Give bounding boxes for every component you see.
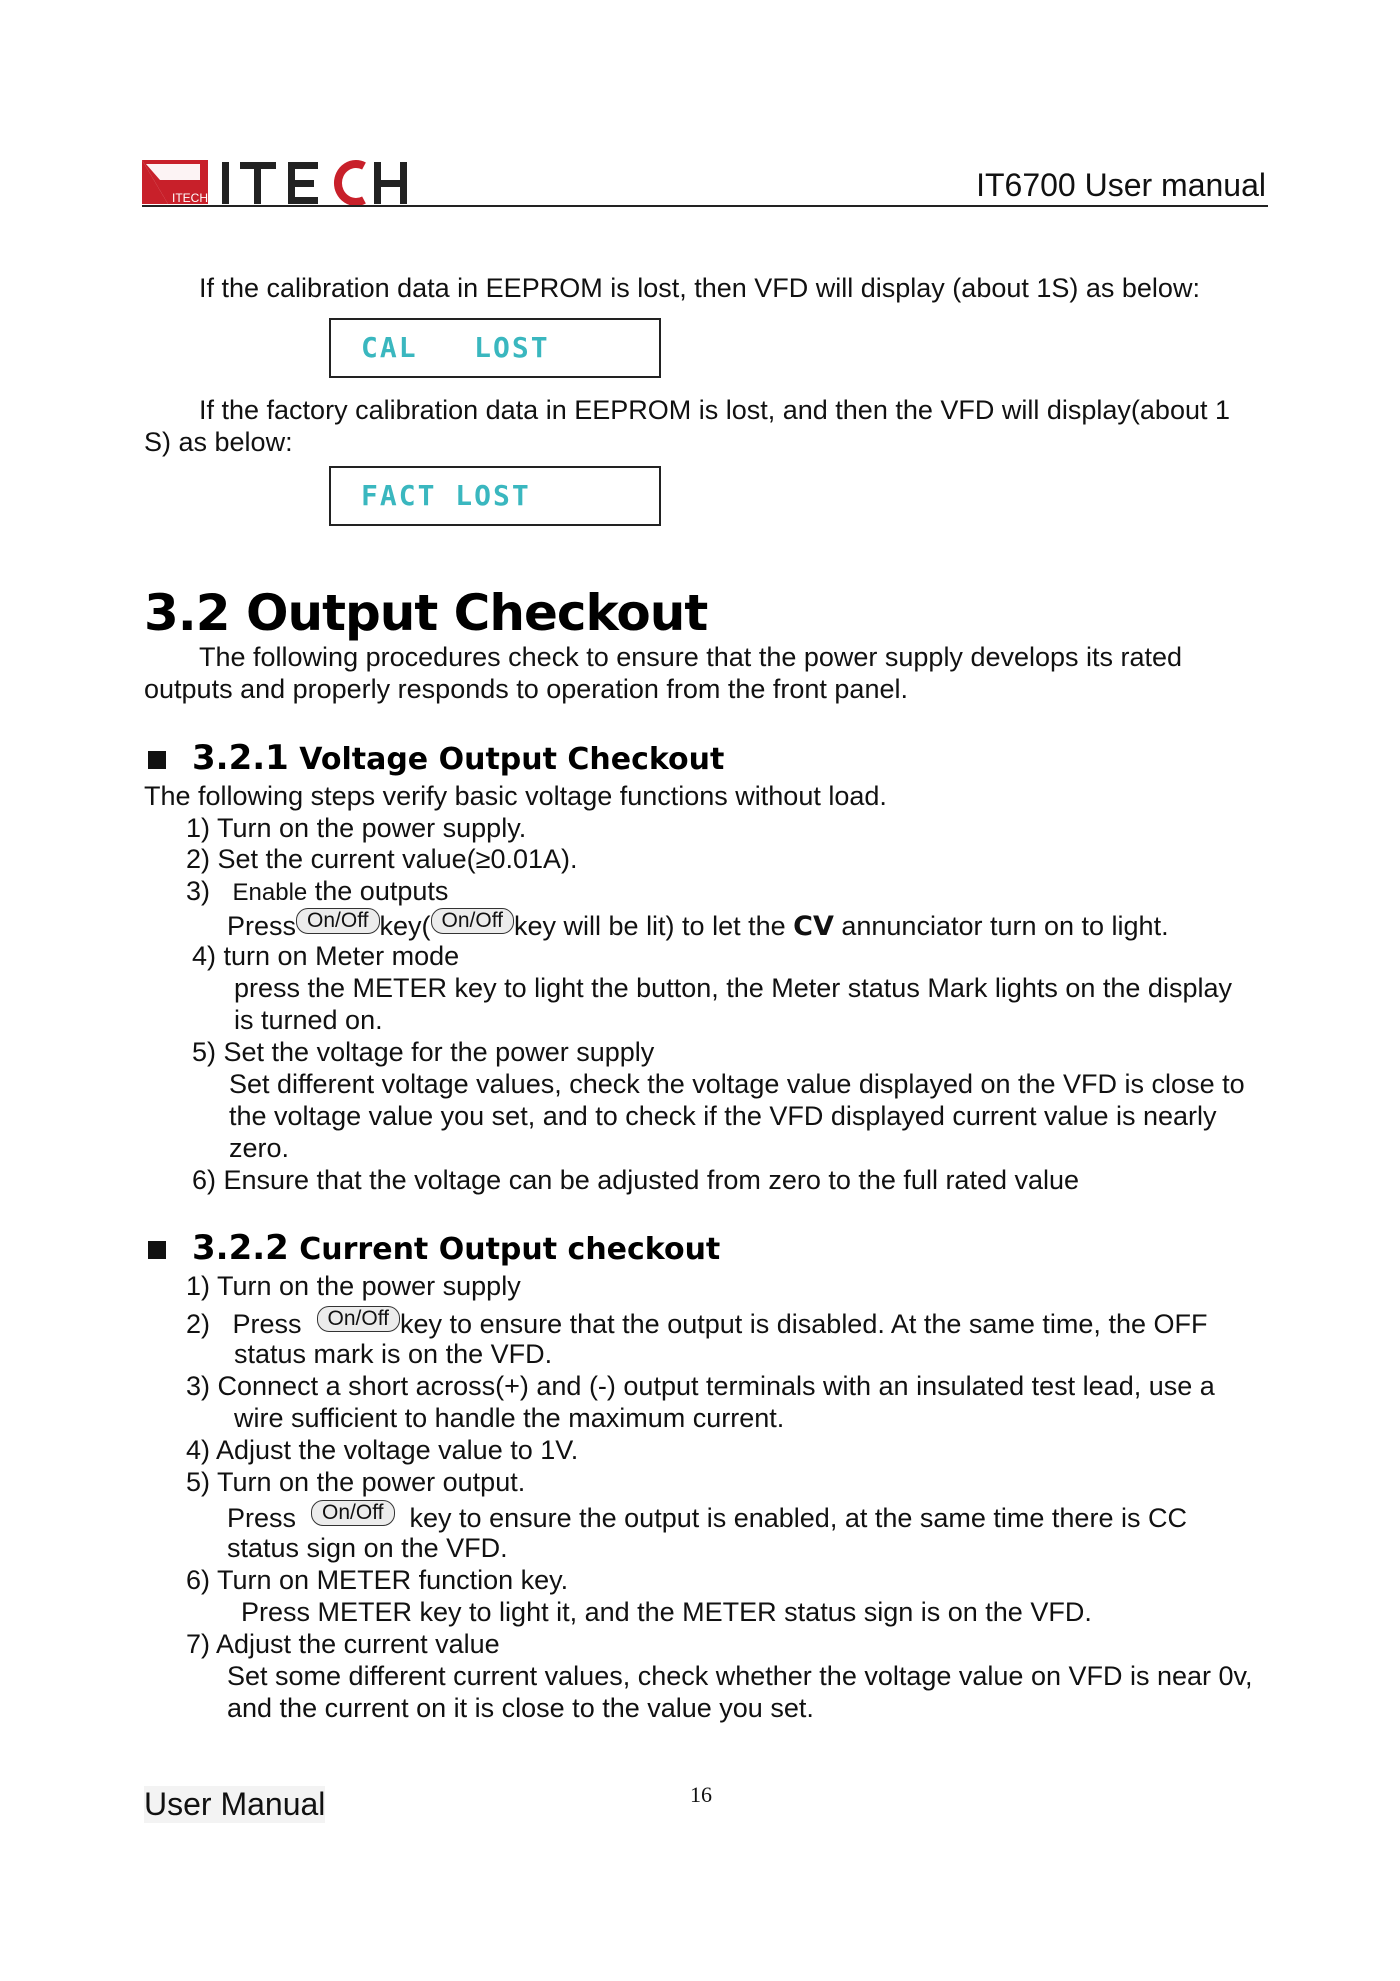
section-title: 3.2 Output Checkout [144, 584, 708, 642]
voltage-step-3-detail [227, 908, 1169, 943]
key-text: key( [379, 911, 431, 941]
current-step-5: 5) Turn on the power output. [186, 1467, 526, 1497]
vfd-display-fact-lost [329, 466, 661, 526]
current-step-2b: status mark is on the VFD. [234, 1339, 553, 1369]
current-step-3a: 3) Connect a short across(+) and (-) output terminals with an insulated test lead, use a [186, 1371, 1215, 1401]
vfd-text: FACT LOST [361, 479, 531, 512]
current-step-6a: Press METER key to light it, and the METER status sign is on the VFD. [241, 1597, 1092, 1627]
page-number: 16 [690, 1782, 712, 1807]
on-off-key: On/Off [431, 908, 514, 934]
vfd-text: CAL LOST [361, 331, 550, 364]
voltage-step-5c: zero. [229, 1133, 290, 1163]
header-divider [142, 205, 1268, 207]
step-enable-word: Enable [232, 879, 308, 906]
voltage-step-5b: the voltage value you set, and to check if the VFD displayed current value is nearly [229, 1101, 1217, 1131]
voltage-step-3 [186, 875, 448, 909]
voltage-step-1: 1) Turn on the power supply. [186, 813, 527, 843]
voltage-step-2: 2) Set the current value(≥0.01A). [186, 844, 578, 874]
bullet-square [148, 1241, 166, 1259]
section-desc-a: The following procedures check to ensure that the power supply develops its rated [199, 642, 1183, 672]
bullet-square [148, 751, 166, 769]
subsection-voltage-heading [192, 738, 724, 778]
intro-line-2b: S) as below: [144, 427, 293, 457]
press-text: Press [227, 911, 297, 941]
step-number: 3) [186, 876, 211, 906]
subsection-current-heading [192, 1228, 720, 1268]
section-desc-b: outputs and properly responds to operation from the front panel. [144, 674, 908, 704]
subsection-title: Current Output checkout [299, 1232, 721, 1267]
footer-label: User Manual [144, 1786, 326, 1822]
on-off-key: On/Off [296, 908, 379, 934]
voltage-step-6: 6) Ensure that the voltage can be adjusted from zero to the full rated value [192, 1165, 1080, 1195]
current-step-3b: wire sufficient to handle the maximum current. [234, 1403, 785, 1433]
voltage-step-5: 5) Set the voltage for the power supply [192, 1037, 655, 1067]
subsection-number: 3.2.1 [192, 738, 289, 778]
on-off-key: On/Off [311, 1500, 394, 1526]
current-step-4: 4) Adjust the voltage value to 1V. [186, 1435, 579, 1465]
itech-logo-mark [142, 158, 412, 208]
current-step-5b: status sign on the VFD. [227, 1533, 508, 1563]
voltage-step-4a: press the METER key to light the button, the Meter status Mark lights on the display [234, 973, 1232, 1003]
voltage-step-4b: is turned on. [234, 1005, 383, 1035]
current-step-2 [186, 1306, 1207, 1340]
intro-line-2a: If the factory calibration data in EEPROM is lost, and then the VFD will display(about 1 [199, 395, 1230, 425]
current-step-7b: and the current on it is close to the value you set. [227, 1693, 814, 1723]
itech-logo [142, 158, 412, 208]
step-text: the outputs [307, 876, 449, 906]
subsection-title: Voltage Output Checkout [299, 742, 725, 777]
step-text: key to ensure the output is enabled, at the same time there is CC [394, 1503, 1187, 1533]
current-step-7a: Set some different current values, check whether the voltage value on VFD is near 0v, [227, 1661, 1253, 1691]
current-step-6: 6) Turn on METER function key. [186, 1565, 569, 1595]
voltage-step-4: 4) turn on Meter mode [192, 941, 460, 971]
voltage-intro: The following steps verify basic voltage functions without load. [144, 781, 887, 811]
voltage-step-5a: Set different voltage values, check the voltage value displayed on the VFD is close to [229, 1069, 1245, 1099]
key-lit-text: key will be lit) to let the [514, 911, 794, 941]
header-title: IT6700 User manual [976, 167, 1266, 203]
step-text: 2) Press [186, 1309, 310, 1339]
svg-text:ITECH: ITECH [172, 191, 208, 205]
press-text: Press [227, 1503, 304, 1533]
current-step-5-detail [227, 1500, 1187, 1534]
on-off-key: On/Off [317, 1306, 400, 1332]
annunciator-text: annunciator turn on to light. [833, 911, 1169, 941]
intro-line-1: If the calibration data in EEPROM is lost, then VFD will display (about 1S) as below: [199, 273, 1200, 303]
cv-annunciator: CV [793, 911, 834, 942]
vfd-display-cal-lost [329, 318, 661, 378]
subsection-number: 3.2.2 [192, 1228, 289, 1268]
current-step-7: 7) Adjust the current value [186, 1629, 500, 1659]
step-text: key to ensure that the output is disabled. At the same time, the OFF [400, 1309, 1208, 1339]
current-step-1: 1) Turn on the power supply [186, 1271, 521, 1301]
